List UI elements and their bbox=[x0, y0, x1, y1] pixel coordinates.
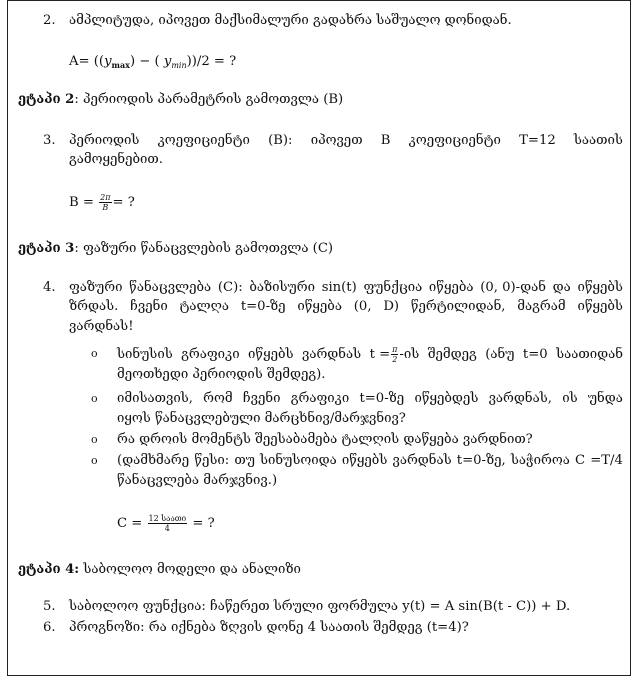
word: კოეფიციენტი bbox=[408, 133, 501, 148]
pi-over-2-fraction bbox=[391, 345, 398, 364]
formula-c-suffix: = ? bbox=[192, 516, 215, 531]
word: იწყება bbox=[297, 299, 342, 314]
word: იმისათვის, bbox=[117, 391, 193, 406]
formula-b-denominator: B bbox=[102, 203, 109, 212]
list-number-3: 3. bbox=[43, 133, 56, 148]
word: იწყებდეს bbox=[414, 391, 479, 406]
word: =T/4 bbox=[590, 453, 623, 468]
word: ბაზისური bbox=[249, 280, 316, 295]
word: sin(t) bbox=[321, 280, 357, 295]
stage-2-label: ეტაპი 2 bbox=[18, 92, 75, 107]
formula-a-mid: ) − ( bbox=[129, 54, 164, 69]
word: იწყება bbox=[428, 280, 474, 295]
word: იწყებს bbox=[577, 299, 623, 314]
word: ფუნქცია bbox=[363, 280, 423, 295]
period-step-line-2: გამოყენებით. bbox=[69, 152, 163, 167]
list-number-6: 6. bbox=[43, 620, 56, 635]
formula-b-numerator: 2π bbox=[100, 193, 111, 202]
word: -ის bbox=[399, 347, 420, 362]
word: წანაცვლება bbox=[129, 280, 212, 295]
word: ჩვენი bbox=[242, 391, 281, 406]
stage-2-heading bbox=[18, 91, 343, 109]
bullet-4-line-1 bbox=[117, 452, 623, 470]
t-equals-pi-over-2 bbox=[370, 345, 420, 364]
bullet-2-line-2: იყოს წანაცვლებული მარცხნივ/მარჯვნივ? bbox=[117, 411, 406, 426]
word: ვარდნას, bbox=[488, 391, 552, 406]
final-function-step: საბოლოო ფუნქცია: ჩაწერეთ სრული ფორმულა y(t) = A sin(B(t - C)) + D. bbox=[69, 599, 571, 614]
word: (ანუ bbox=[485, 346, 515, 362]
bullet-marker: o bbox=[91, 433, 98, 446]
stage-2-text: : პერიოდის პარამეტრის გამოთვლა (B) bbox=[74, 92, 344, 107]
forecast-step: პროგნოზი: რა იქნება ზღვის დონე 4 საათის შემდეგ (t=4)? bbox=[69, 620, 469, 635]
word: (0, bbox=[353, 299, 372, 314]
word: იპოვეთ bbox=[310, 133, 363, 148]
word: ჩვენი bbox=[130, 299, 168, 314]
bullet-marker: o bbox=[91, 392, 98, 405]
list-number-4: 4. bbox=[43, 280, 56, 295]
word: t=0-ზე bbox=[240, 299, 286, 314]
formula-a-suffix: ))/2 = ? bbox=[186, 54, 237, 69]
word: კოეფიციენტი bbox=[157, 133, 250, 148]
word: შემდეგ bbox=[427, 346, 477, 362]
amplitude-step: ამპლიტუდა, იპოვეთ მაქსიმალური გადახრა საშუალო დონიდან. bbox=[69, 13, 512, 28]
stage-4-heading bbox=[18, 561, 301, 579]
formula-b-prefix: B = bbox=[69, 195, 94, 210]
bullet-4-line-2: წანაცვლება მარჯვნივ.) bbox=[117, 473, 278, 488]
word: და bbox=[552, 280, 571, 295]
word: ვარდნას bbox=[392, 453, 452, 468]
word: საათის bbox=[573, 133, 623, 148]
formula-phase bbox=[117, 514, 215, 533]
formula-a-sub-min: min bbox=[171, 61, 187, 70]
formula-a-sub-max: max bbox=[111, 60, 130, 70]
word: სინუსის bbox=[117, 346, 173, 362]
period-step-line-1 bbox=[69, 132, 623, 150]
stage-3-label: ეტაპი 3 bbox=[18, 241, 75, 256]
word: t=0 bbox=[522, 346, 548, 362]
stage-4-text: საბოლოო მოდელი და ანალიზი bbox=[79, 562, 301, 577]
word: იწყებს bbox=[341, 453, 388, 468]
bullet-marker: o bbox=[91, 347, 98, 360]
word: ტალღა bbox=[179, 299, 230, 314]
list-number-2: 2. bbox=[43, 13, 56, 28]
word: (C): bbox=[217, 280, 243, 295]
bullet-1-line-2: მეოთხედი პერიოდის შემდეგ). bbox=[117, 367, 326, 382]
fraction-denominator: 2 bbox=[392, 355, 398, 364]
stage-3-text: : ფაზური წანაცვლების გამოთვლა (C) bbox=[74, 241, 334, 256]
word: სინუსოიდა bbox=[260, 453, 337, 468]
word: ის bbox=[562, 391, 578, 406]
word: პერიოდის bbox=[69, 133, 140, 148]
formula-amplitude bbox=[69, 53, 236, 75]
bullet-3: რა დროის მომენტს შეესაბამება ტალღის დაწყება ვარდნით? bbox=[117, 432, 533, 447]
word: ზრდას. bbox=[69, 299, 119, 314]
formula-b-fraction bbox=[99, 193, 111, 212]
word: გრაფიკი bbox=[290, 391, 350, 406]
word: B bbox=[380, 133, 391, 148]
word: ვარდნას bbox=[301, 346, 362, 362]
word: საათიდან bbox=[556, 346, 623, 362]
formula-period bbox=[69, 193, 135, 212]
phase-step-line-1 bbox=[69, 279, 623, 297]
bullet-marker: o bbox=[91, 454, 98, 467]
word: გრაფიკი bbox=[181, 346, 240, 362]
word: თუ bbox=[234, 453, 255, 468]
formula-a-ymax: y bbox=[104, 54, 112, 69]
word: ფაზური bbox=[69, 280, 123, 295]
word: რომ bbox=[203, 391, 233, 406]
list-number-5: 5. bbox=[43, 599, 56, 614]
formula-c-denominator: 4 bbox=[164, 524, 170, 533]
word: t=0-ზე bbox=[359, 391, 405, 406]
word: იწყებს bbox=[577, 280, 623, 295]
word: (0, 0)-დან bbox=[480, 280, 546, 295]
formula-b-suffix: = ? bbox=[112, 195, 135, 210]
word: T=12 bbox=[519, 133, 556, 148]
word: საჭიროა bbox=[510, 453, 570, 468]
formula-c-prefix: C = bbox=[117, 516, 143, 531]
word: (B): bbox=[268, 133, 293, 148]
word: C bbox=[574, 453, 586, 468]
bullet-1-line-1 bbox=[117, 345, 623, 364]
phase-step-line-2 bbox=[69, 298, 623, 316]
word: წერტილიდან, bbox=[410, 299, 506, 314]
formula-a-ymin: y bbox=[163, 54, 172, 69]
word: t = bbox=[369, 347, 391, 362]
phase-step-line-3: ვარდნას! bbox=[69, 319, 134, 334]
formula-c-fraction bbox=[148, 514, 188, 533]
word: იწყებს bbox=[248, 346, 294, 362]
word: t=0-ზე, bbox=[456, 453, 506, 468]
word: D) bbox=[383, 299, 400, 314]
formula-a-prefix: A= (( bbox=[69, 54, 105, 69]
fraction-numerator: π bbox=[392, 345, 398, 354]
stage-3-heading bbox=[18, 240, 333, 258]
stage-4-label: ეტაპი 4: bbox=[18, 562, 80, 577]
word: (დამხმარე bbox=[117, 453, 190, 468]
word: უნდა bbox=[587, 391, 623, 406]
bullet-2-line-1 bbox=[117, 390, 623, 408]
word: მაგრამ bbox=[517, 299, 566, 314]
formula-c-numerator: 12 საათი bbox=[148, 514, 187, 523]
word: წესი: bbox=[194, 453, 230, 468]
